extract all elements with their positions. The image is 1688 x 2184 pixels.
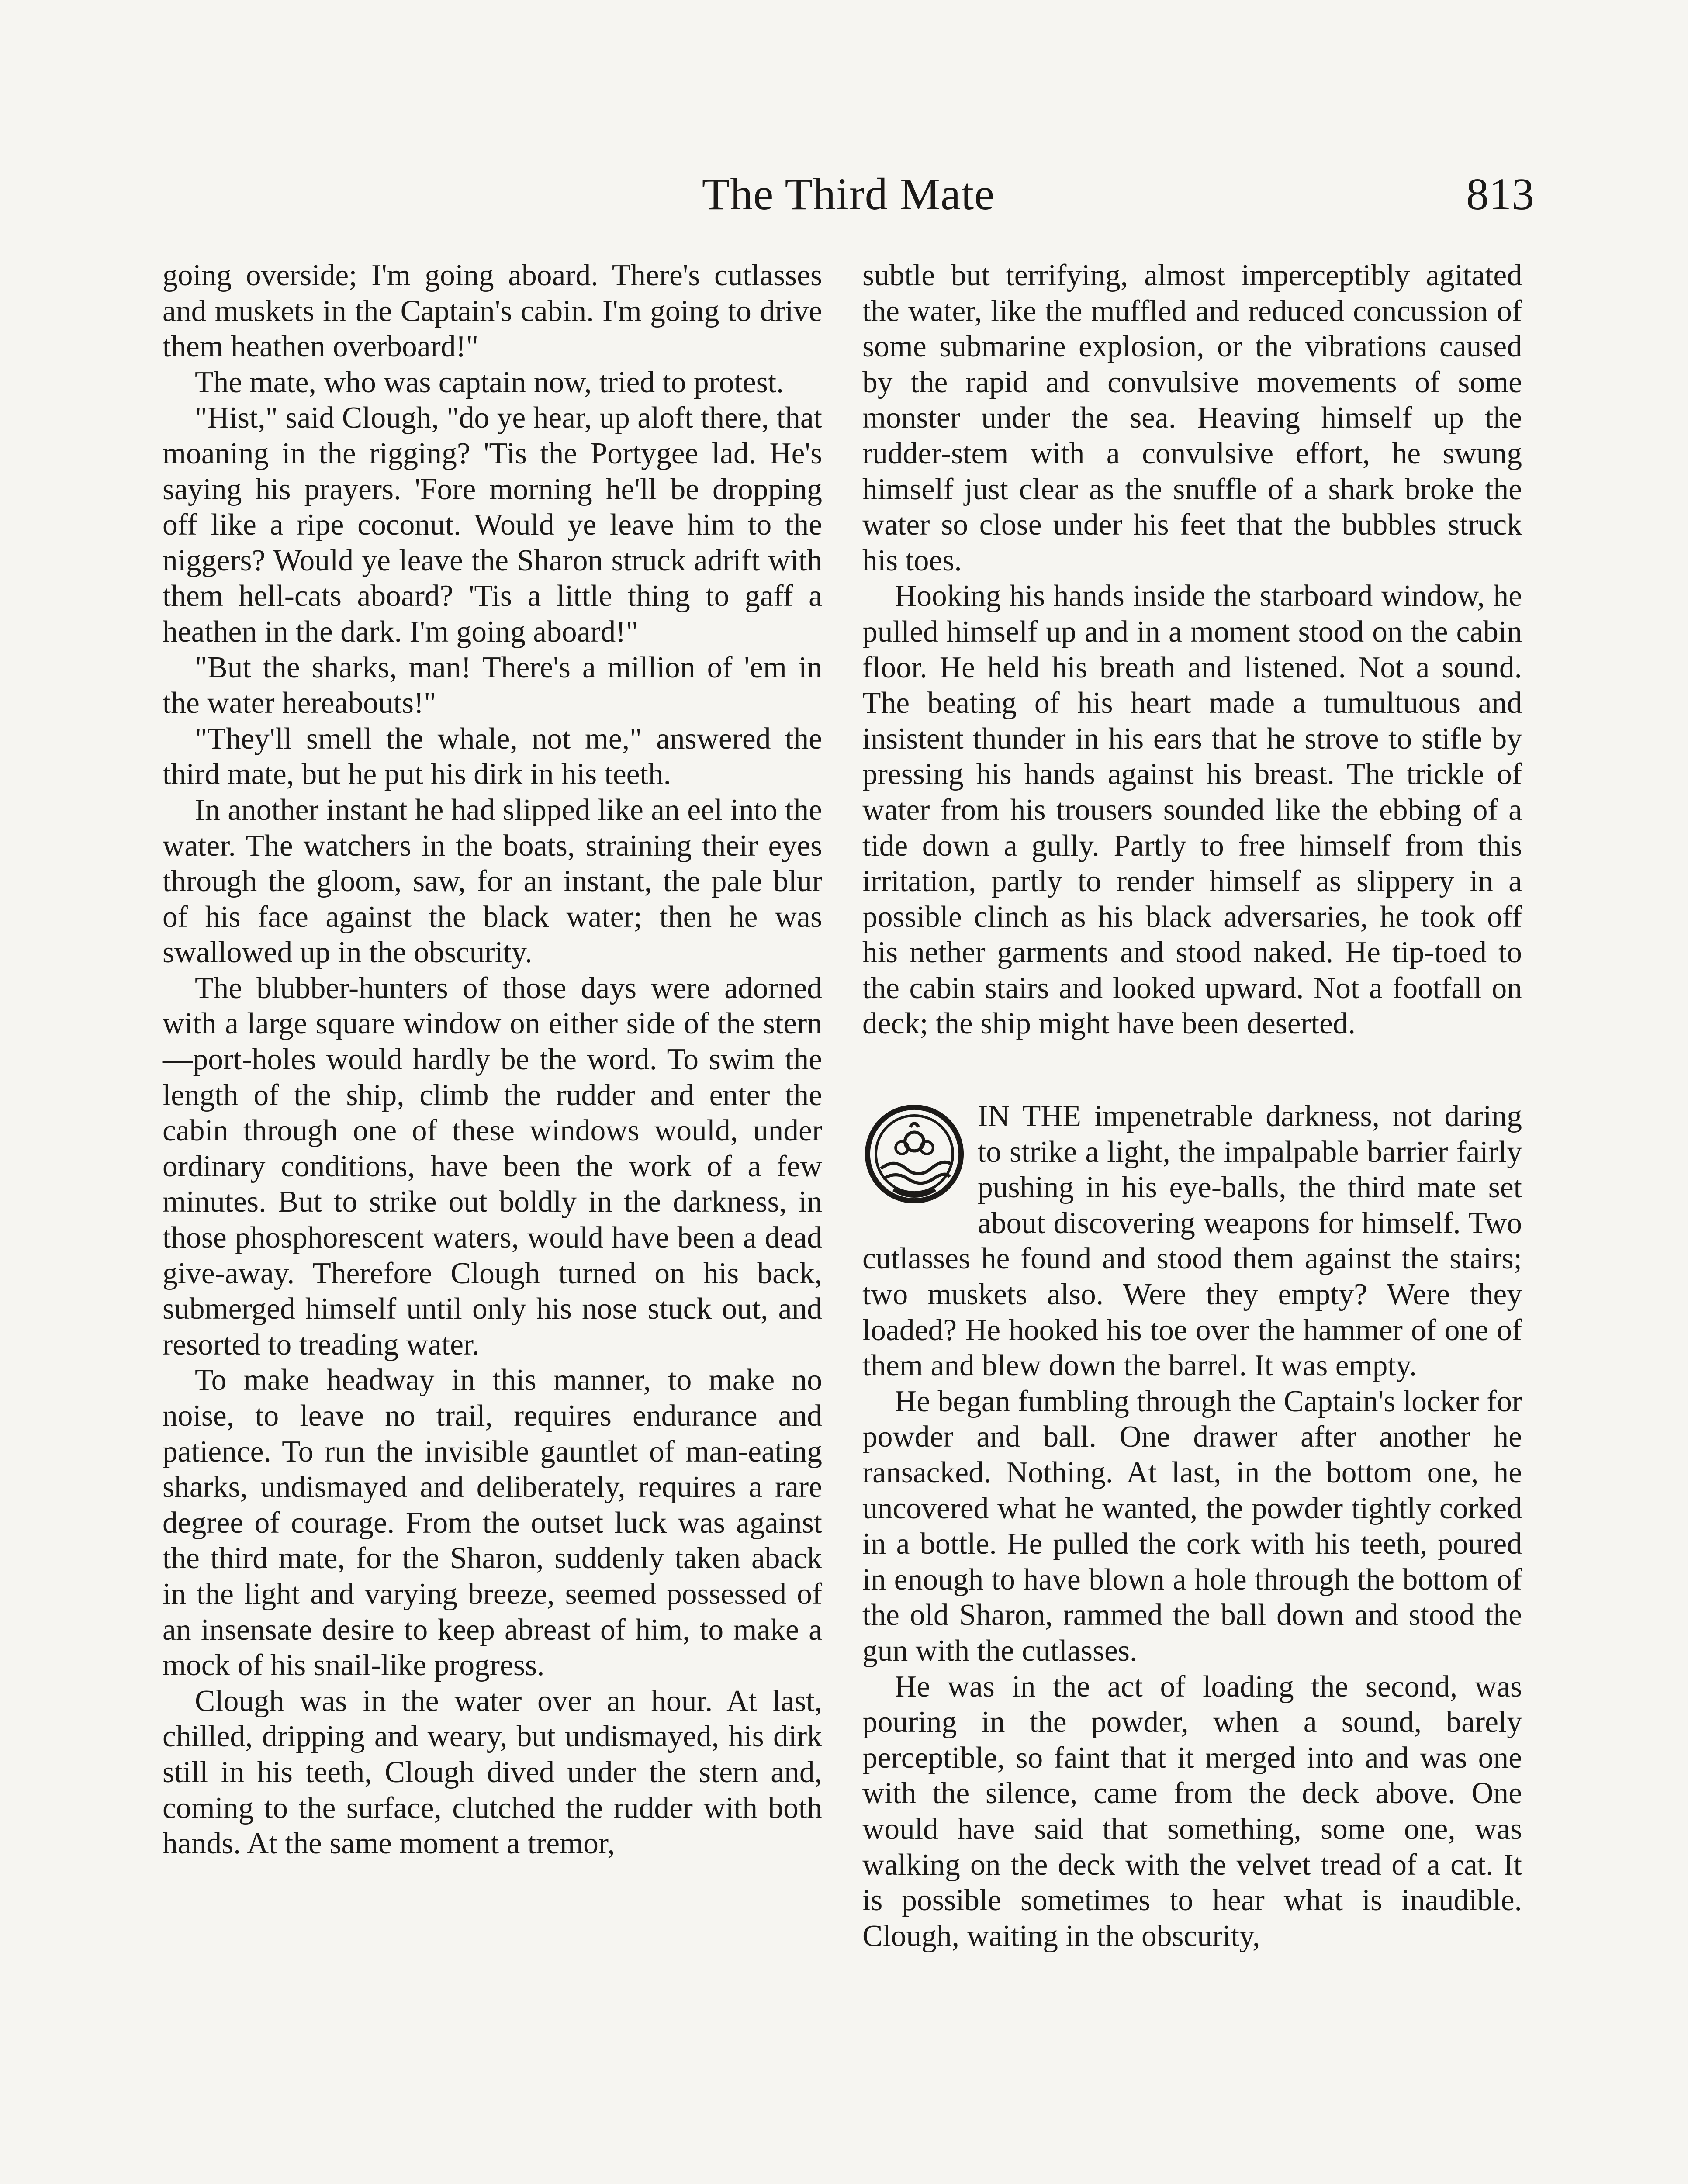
paragraph: He was in the act of loading the second, was pouring in the powder, when a sound, barely perceptible, so faint that it merged into and was one with the silence, came from the deck above. One would have said that something, some one, was walking on the deck with the velvet tread of a cat. It is possible sometimes to hear what is inaudible. Clough, waiting in the obscurity, [862,1669,1522,1953]
paragraph: The blubber-hunters of those days were adorned with a large square window on either side of the stern—port-holes would hardly be the word. To swim the length of the ship, climb the rudder and enter the cabin through one of these windows would, under ordinary conditions, have been the work of a few minutes. But to strike out boldly in the darkness, in those phosphorescent waters, would have been a dead give-away. Therefore Clough turned on his back, submerged himself until only his nose stuck out, and resorted to treading water. [163,971,822,1362]
paragraph: "But the sharks, man! There's a million of 'em in the water hereabouts!" [163,650,822,720]
page-number: 813 [1466,169,1534,219]
paragraph: To make headway in this manner, to make no noise, to leave no trail, requires endurance and patience. To run the invisible gauntlet of man-eating sharks, undismayed and deliberately, requires a rare degree of courage. From the outset luck was against the third mate, for the Sharon, suddenly taken aback in the light and varying breeze, seemed possessed of an insensate desire to keep abreast of him, to make a mock of his snail-like progress. [163,1363,822,1683]
paragraph: Clough was in the water over an hour. At last, chilled, dripping and weary, but undismayed, his dirk still in his teeth, Clough dived under the stern and, coming to the surface, clutched the rudder with both hands. At the same moment a tremor, [163,1684,822,1861]
page-header [163,166,1534,227]
paragraph: "They'll smell the whale, not me," answered the third mate, but he put his dirk in his teeth. [163,722,822,791]
left-column [163,258,822,1862]
paragraph: He began fumbling through the Captain's locker for powder and ball. One drawer after another he ransacked. Nothing. At last, in the bottom one, he uncovered what he wanted, the powder tightly corked in a bottle. He pulled the cork with his teeth, poured in enough to have blown a hole through the bottom of the old Sharon, rammed the ball down and stood the gun with the cutlasses. [862,1384,1522,1668]
paragraph: In another instant he had slipped like an eel into the water. The watchers in the boats, straining their eyes through the gloom, saw, for an instant, the pale blur of his face against the black water; then he was swallowed up in the obscurity. [163,793,822,970]
paragraph: going overside; I'm going aboard. There's cutlasses and muskets in the Captain's cabin. I'm going to drive them heathen overboard!" [163,259,822,364]
paragraph: subtle but terrifying, almost imperceptibly agitated the water, like the muffled and reduced concussion of some submarine explosion, or the vibrations caused by the rapid and convulsive movements of some monster under the sea. Heaving himself up the rudder-stem with a convulsive effort, he swung himself just clear as the snuffle of a shark broke the water so close under his feet that the bubbles struck his toes. [862,259,1522,577]
decorative-initial-ornament-icon [862,1102,966,1206]
paragraph: Hooking his hands inside the starboard window, he pulled himself up and in a moment stood on the cabin floor. He held his breath and listened. Not a sound. The beating of his heart made a tumultuous and insistent thunder in his ears that he strove to stifle by pressing his hands against his breast. The trickle of water from his trousers sounded like the ebbing of a tide down a gully. Partly to free himself from this irritation, partly to render himself as slippery in a possible clinch as his black adversaries, he took off his nether garments and stood naked. He tip-toed to the cabin stairs and looked upward. Not a footfall on deck; the ship might have been deserted. [862,579,1522,1041]
running-title: The Third Mate [702,169,995,219]
section-opening-paragraph [862,1099,1522,1384]
paragraph: "Hist," said Clough, "do ye hear, up aloft there, that moaning in the rigging? 'Tis the Portygee lad. He's saying his prayers. 'Fore morning he'll be dropping off like a ripe coconut. Would ye leave him to the niggers? Would ye leave the Sharon struck adrift with them hell-cats aboard? 'Tis a little thing to gaff a heathen in the dark. I'm going aboard!" [163,401,822,649]
right-column [862,258,1522,1954]
paragraph: The mate, who was captain now, tried to protest. [195,365,784,399]
section-opening-text: IN THE impenetrable darkness, not daring to strike a light, the impalpable barrier fairly pushing in his eye-balls, the third mate set about discovering weapons for himself. Two cutlasses he found and stood them against the stairs; two muskets also. Were they empty? Were they loaded? He hooked his toe over the hammer of one of them and blew down the barrel. It was empty. [862,1099,1522,1383]
